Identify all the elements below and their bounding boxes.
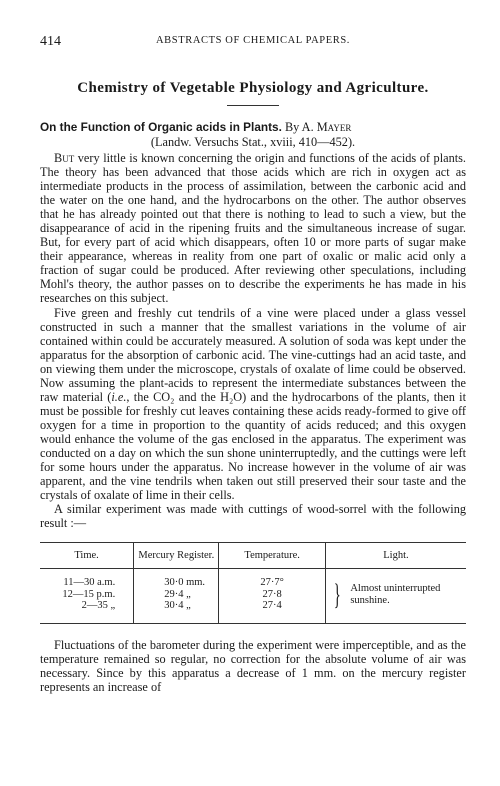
time-column [40, 569, 134, 624]
temperature-cell: 27·4 [262, 600, 282, 612]
light-cell: Almost uninterrupted sunshine. [350, 583, 441, 607]
paragraph-2-text-a: Five green and freshly cut tendrils of a vine were placed under a glass vessel constructed in such a manner that the smallest variations in the volume of air contained within could be accurately measured. A solution of soda was kept under the apparatus for the absorption of carbonic acid. The vine-cuttings had an acid taste, and on viewing them under the microscope, crystals of oxalate of lime could be observed. Now assuming the plant-acids to represent the intermediate substances between the raw material ( [40, 305, 466, 404]
time-cell: 12—15 p.m. [62, 588, 116, 600]
time-cell: 2—35 „ [81, 600, 116, 612]
paragraph-1 [40, 151, 466, 306]
table-row [40, 569, 466, 624]
table-header-time: Time. [40, 543, 134, 569]
article-author: Mayer [316, 120, 352, 134]
paragraph-4: Fluctuations of the barometer during the experiment were imperceptible, and as the temperature remained so regular, no correction for the absolute volume of air was necessary. Since by this apparatus a decrease of 1 mm. on the mercury register represents an increase of [40, 638, 466, 695]
time-cell: 11—30 a.m. [63, 577, 116, 589]
article-by: By A. [284, 120, 314, 134]
table-header-temperature: Temperature. [219, 543, 326, 569]
mercury-cell: 29·4 „ [164, 588, 191, 600]
table-header-light: Light. [325, 543, 466, 569]
paragraph-3: A similar experiment was made with cuttings of wood-sorrel with the following result :— [40, 502, 466, 531]
paragraph-2-ie: i.e. [111, 389, 127, 404]
page-number: 414 [40, 34, 61, 49]
right-brace-glyph: } [333, 578, 341, 612]
results-table [40, 542, 466, 624]
mercury-column [134, 569, 219, 624]
temperature-column [219, 569, 326, 624]
table-header-row [40, 543, 466, 569]
section-title: Chemistry of Vegetable Physiology and Agriculture. [77, 80, 429, 96]
table-header-mercury: Mercury Register. [134, 543, 219, 569]
paragraph-2-text-b: , the CO₂ and the H₂O) and the hydrocarbons of the plants, then it must be possible for freshly cut leaves containing these acids ready-formed to give off oxygen for a time in proportion to the quantity of acids reduced; and this oxygen would enhance the volume of the gas enclosed in the apparatus. The experiment was conducted on a day on which the sun shone uninterruptedly, and the cuttings were left for some hours under the apparatus. No increase however in the volume of air was apparent, and the vine tendrils when taken out still preserved their sour taste and the crystals of oxalate of lime in their cells. [40, 389, 466, 503]
running-title: ABSTRACTS OF CHEMICAL PAPERS. [155, 35, 350, 46]
article-heading [40, 120, 466, 149]
article-title: On the Function of Organic acids in Plants. [40, 120, 282, 134]
section-divider [227, 105, 279, 106]
mercury-cell: 30·0 mm. [164, 577, 206, 589]
temperature-cell: 27·7° [260, 577, 284, 589]
article-source: (Landw. Versuchs Stat., xviii, 410—452). [150, 134, 356, 149]
paragraph-lead-word: But [54, 151, 75, 165]
running-head [40, 34, 466, 50]
temperature-cell: 27·8 [262, 588, 282, 600]
mercury-cell: 30·4 „ [164, 600, 191, 612]
paragraph-2 [40, 306, 466, 503]
light-column [325, 569, 466, 624]
paragraph-1-text: very little is known concerning the origin and functions of the acids of plants. The theory has been advanced that those acids which are rich in oxygen act as intermediate products in the process of assimilation, between the carbonic acid and the water on the one hand, and the hydrocarbons on the other. The author observes that he has already pointed out that there is nothing to lead to such a view, but the disappearance of acid in the ripening fruits and the simultaneous increase of sugar. But, for every part of acid which disappears, often 10 or more parts of sugar make their appearance, whereas in reality from one part of oxalic or malic acid only a fraction of sugar could be produced. After reviewing other speculations, including Mohl's theory, the author passes on to describe the experiments he has made in his researches on this subject. [40, 151, 466, 306]
